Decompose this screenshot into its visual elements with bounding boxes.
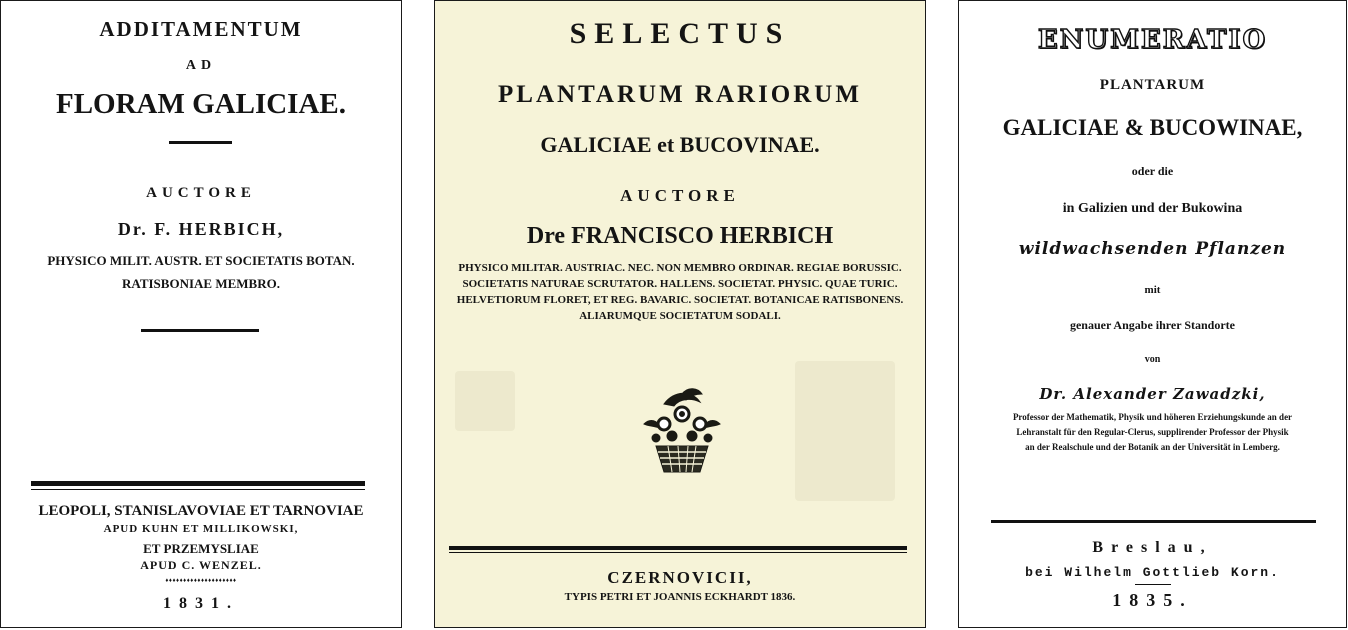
text-line-oder-die: oder die [1131, 164, 1174, 178]
auctore-label: AUCTORE [146, 185, 256, 201]
publication-year: 1835. [1112, 590, 1193, 610]
imprint-line-2: APUD KUHN ET MILLIKOWSKI, [103, 523, 299, 535]
text-line-standorte: genauer Angabe ihrer Standorte [1069, 318, 1235, 332]
text-line-mit: mit [1144, 284, 1161, 296]
imprint-rule-thin [31, 489, 365, 490]
author-name: Dr. F. HERBICH, [117, 219, 285, 239]
title-line-3: FLORAM GALICIAE. [55, 88, 346, 120]
text-line-galizien: in Galizien und der Bukowina [1062, 201, 1243, 216]
author-affiliation-2: SOCIETATIS NATURAE SCRUTATOR. HALLENS. SOCIETAT. PHYSIC. QUAE TURIC. [462, 278, 898, 290]
short-rule [169, 141, 232, 144]
title-line-1: ENUMERATIO [1037, 25, 1268, 55]
text-line-wildwachsenden: wildwachsenden Pflanzen [1018, 239, 1287, 259]
title-line-3: GALICIAE & BUCOWINAE, [1002, 115, 1303, 140]
author-affiliation-4: ALIARUMQUE SOCIETATUM SODALI. [579, 310, 781, 322]
author-name: Dre FRANCISCO HERBICH [526, 223, 834, 249]
author-affiliation-1: Professor der Mathematik, Physik und höheren Erziehungskunde an der [1012, 412, 1293, 422]
title-line-1: ADDITAMENTUM [99, 17, 303, 41]
short-rule [1135, 584, 1171, 585]
title-line-2: PLANTARUM [1099, 77, 1206, 93]
author-affiliation-2: RATISBONIAE MEMBRO. [122, 276, 280, 291]
text-line-von: von [1144, 354, 1161, 365]
title-line-1: SELECTUS [569, 17, 791, 50]
imprint-rule [449, 546, 907, 550]
title-page-additamentum [0, 0, 402, 628]
flower-basket-ornament-icon [634, 384, 730, 480]
title-page-selectus [434, 0, 926, 628]
auctore-label: AUCTORE [620, 186, 740, 205]
author-affiliation-1: PHYSICO MILIT. AUSTR. ET SOCIETATIS BOTAN. [47, 253, 355, 268]
imprint-line-1: CZERNOVICII, [607, 568, 753, 587]
imprint-rule-thin [449, 552, 907, 553]
imprint-line-4: APUD C. WENZEL. [140, 558, 262, 572]
imprint-rule [31, 481, 365, 486]
paper-stain [455, 371, 515, 431]
author-affiliation-3: HELVETIORUM FLORET, ET REG. BAVARIC. SOCIETAT. BOTANICAE RATISBONENS. [456, 294, 904, 306]
title-line-2: PLANTARUM RARIORUM [498, 81, 862, 108]
imprint-city: Breslau, [1092, 539, 1213, 556]
short-rule [141, 329, 259, 332]
imprint-line-1: LEOPOLI, STANISLAVOVIAE ET TARNOVIAE [38, 503, 364, 519]
paper-stain [795, 361, 895, 501]
ornamental-dot-rule: ♦♦♦♦♦♦♦♦♦♦♦♦♦♦♦♦♦♦♦♦ [165, 578, 237, 584]
author-name: Dr. Alexander Zawadzki, [1039, 385, 1266, 403]
imprint-line-3: ET PRZEMYSLIAE [143, 541, 259, 556]
author-affiliation-3: an der Realschule und der Botanik an der Universität in Lemberg. [1025, 442, 1280, 452]
title-page-enumeratio [958, 0, 1347, 628]
publication-year: 1831. [163, 595, 239, 612]
imprint-line-2: TYPIS PETRI ET JOANNIS ECKHARDT 1836. [564, 591, 796, 603]
imprint-publisher: bei Wilhelm Gottlieb Korn. [1025, 565, 1280, 580]
author-affiliation-1: PHYSICO MILITAR. AUSTRIAC. NEC. NON MEMBRO ORDINAR. REGIAE BORUSSIC. [458, 262, 902, 274]
title-line-3: GALICIAE et BUCOVINAE. [540, 132, 820, 157]
imprint-rule [991, 520, 1316, 523]
title-line-2: AD [185, 58, 217, 73]
author-affiliation-2: Lehranstalt für den Regular-Clerus, supplirender Professor der Physik [1016, 427, 1289, 437]
